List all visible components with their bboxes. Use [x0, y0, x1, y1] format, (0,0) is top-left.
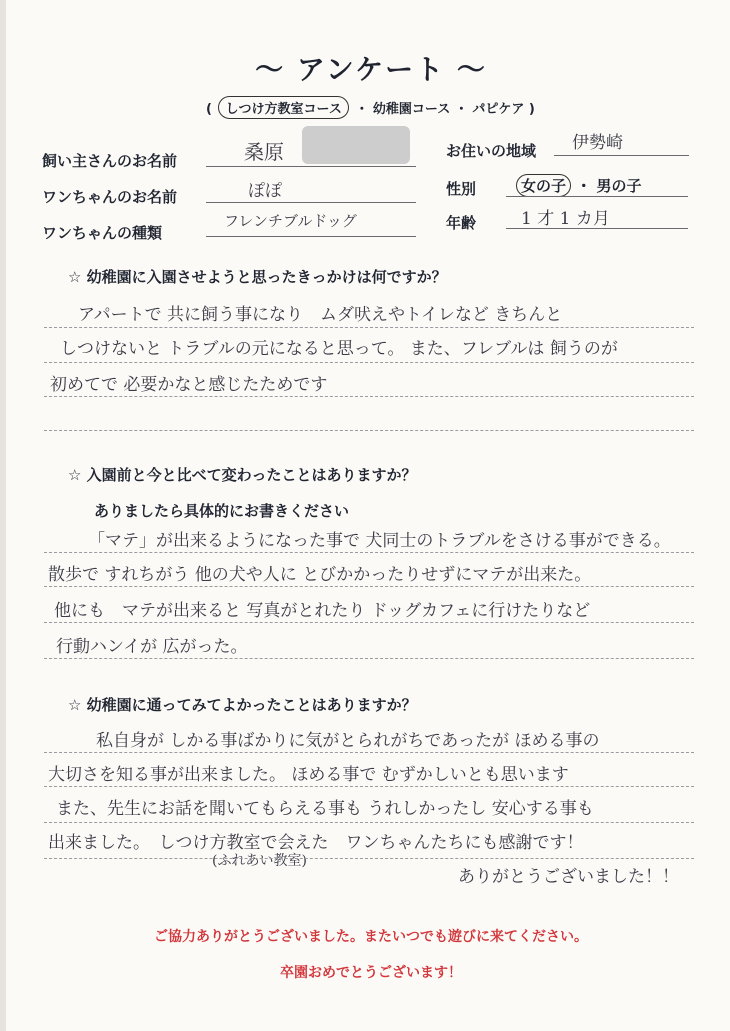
q2-answer-line-4: 行動ハンイが 広がった。	[56, 637, 248, 657]
q3-rule-1	[44, 752, 694, 753]
q2-answer-line-3: 他にも マテが出来ると 写真がとれたり ドッグカフェに行けたりなど	[54, 601, 591, 621]
q3-answer-line-2: 大切さを知る事が出来ました。 ほめる事で むずかしいとも思います	[48, 765, 569, 785]
age-line	[506, 228, 688, 229]
q3-answer-line-3: また、先生にお話を聞いてもらえる事も うれしかったし 安心する事も	[56, 799, 594, 819]
q1-rule-2	[44, 362, 694, 363]
q1-rule-4	[44, 430, 694, 431]
course-puppycare: パピケア	[472, 102, 525, 117]
q2-rule-3	[44, 622, 694, 623]
question-3: ☆ 幼稚園に通ってみてよかったことはありますか？	[68, 696, 417, 714]
page-title: 〜 アンケート 〜	[255, 53, 487, 86]
q3-closing: ありがとうございました！！	[458, 867, 679, 887]
course-circled-discipline: しつけ方教室コース	[218, 96, 348, 119]
gender-label: 性別	[446, 180, 477, 198]
q2-rule-4	[44, 658, 694, 659]
gender-female-circled: 女の子	[516, 174, 571, 197]
q2-answer-line-1: 「マテ」が出来るようになった事で 犬同士のトラブルをさける事ができる。	[88, 531, 671, 551]
breed-value: フレンチブルドッグ	[224, 212, 357, 230]
q3-answer-line-4: 出来ました。 しつけ方教室で会えた ワンちゃんたちにも感謝です！	[48, 833, 584, 853]
address-line	[554, 155, 689, 156]
footer-thanks: ご協力ありがとうございました。またいつでも遊びに来てください。	[154, 929, 588, 945]
q1-answer-line-3: 初めてで 必要かなと感じたためです	[50, 375, 328, 395]
footer-congrats: 卒園おめでとうございます！	[280, 965, 462, 981]
q3-rule-2	[44, 786, 694, 787]
gender-male: 男の子	[596, 177, 642, 195]
owner-name-value: 桑原	[244, 140, 284, 164]
gender-line	[506, 196, 688, 197]
course-kindergarten: 幼稚園コース	[372, 102, 451, 117]
owner-name-line	[206, 166, 416, 167]
q1-answer-line-1: アパートで 共に飼う事になり ムダ吠えやトイレなど きちんと	[78, 305, 563, 325]
question-1: ☆ 幼稚園に入園させようと思ったきっかけは何ですか？	[68, 268, 447, 286]
q3-rule-3	[44, 822, 694, 823]
q1-rule-3	[44, 396, 694, 397]
breed-line	[206, 236, 416, 237]
address-label: お住いの地域	[446, 142, 537, 160]
q2-rule-2	[44, 586, 694, 587]
q1-answer-line-2: しつけないと トラブルの元になると思って。 また、フレブルは 飼うのが	[60, 339, 618, 359]
q1-rule-1	[44, 327, 694, 328]
dog-name-line	[206, 202, 416, 203]
question-2: ☆ 入園前と今と比べて変わったことはありますか？	[68, 466, 417, 484]
breed-label: ワンちゃんの種類	[42, 224, 163, 242]
q3-answer-line-1: 私自身が しかる事ばかりに気がとられがちであったが ほめる事の	[96, 731, 600, 751]
dog-name-label: ワンちゃんのお名前	[42, 188, 178, 206]
q2-rule-1	[44, 552, 694, 553]
redaction-box	[302, 126, 410, 164]
address-value: 伊勢崎	[572, 133, 623, 153]
q3-rule-4	[44, 858, 694, 859]
course-row: ( しつけ方教室コース ・ 幼稚園コース ・ パピケア )	[206, 96, 535, 119]
dog-name-value: ぽぽ	[248, 181, 282, 201]
q2-answer-line-2: 散歩で すれちがう 他の犬や人に とびかかったりせずにマテが出来た。	[48, 565, 592, 585]
question-2-sub: ありましたら具体的にお書きください	[94, 502, 350, 520]
owner-name-label: 飼い主さんのお名前	[42, 152, 178, 170]
age-value: 1 才 1 カ月	[521, 209, 610, 229]
q3-note: (ふれあい教室)	[212, 853, 307, 869]
age-label: 年齢	[446, 214, 477, 232]
gender-options: 女の子 ・ 男の子	[516, 174, 642, 197]
